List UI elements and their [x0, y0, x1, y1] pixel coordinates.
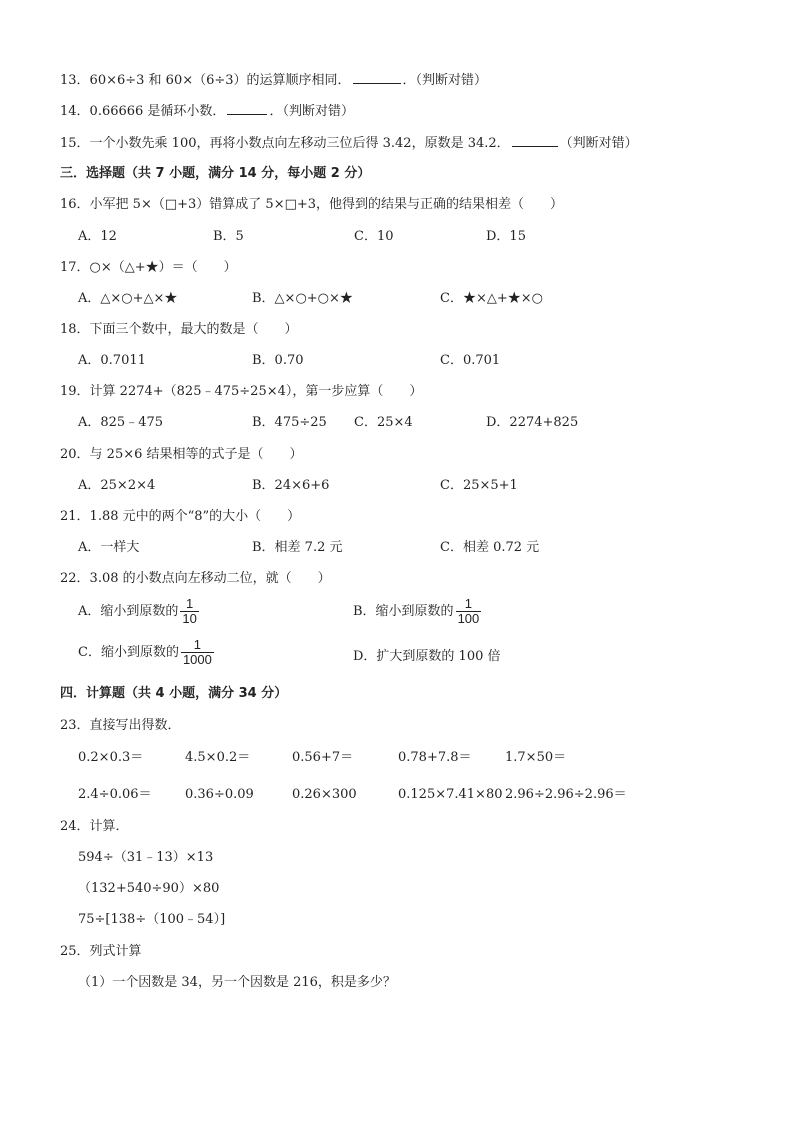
q23-item-7: 0.36÷0.09 — [185, 787, 254, 802]
fraction-numerator: 1 — [193, 637, 202, 652]
q21-option-c[interactable]: C．相差 0.72 元 — [440, 540, 540, 555]
question-14-text: 14．0.66666 是循环小数． — [60, 104, 226, 119]
q17-option-b[interactable]: B．△×○+○×★ — [252, 291, 353, 306]
q19-option-a[interactable]: A．825﹣475 — [78, 415, 164, 430]
q17-option-c[interactable]: C．★×△+★×○ — [440, 291, 543, 306]
q23-item-4: 0.78+7.8＝ — [398, 750, 472, 765]
q23-item-5: 1.7×50＝ — [505, 750, 567, 765]
fraction-1-10 — [180, 597, 198, 626]
question-16: 16．小军把 5×（□+3）错算成了 5×□+3，他得到的结果与正确的结果相差（ ） — [60, 197, 564, 212]
q18-option-a[interactable]: A．0.7011 — [78, 353, 146, 368]
q22-option-c[interactable] — [78, 638, 214, 667]
question-15-text: 15．一个小数先乘 100，再将小数点向左移动三位后得 3.42，原数是 34.2． — [60, 136, 510, 151]
q24-item-3: 75÷[138÷（100﹣54）] — [78, 912, 226, 927]
q22-option-d[interactable]: D．扩大到原数的 100 倍 — [353, 649, 501, 664]
q16-option-c[interactable]: C．10 — [354, 229, 394, 244]
q23-item-2: 4.5×0.2＝ — [185, 750, 251, 765]
q18-option-c[interactable]: C．0.701 — [440, 353, 501, 368]
q18-option-b[interactable]: B．0.70 — [252, 353, 304, 368]
q16-option-a[interactable]: A．12 — [78, 229, 117, 244]
q20-option-b[interactable]: B．24×6+6 — [252, 478, 330, 493]
q22-option-b[interactable] — [353, 597, 481, 626]
question-14 — [60, 102, 354, 121]
q23-item-6: 2.4÷0.06＝ — [78, 787, 152, 802]
question-20: 20．与 25×6 结果相等的式子是（ ） — [60, 447, 303, 462]
q16-option-d[interactable]: D．15 — [486, 229, 526, 244]
question-13-tail: ．（判断对错） — [402, 73, 488, 88]
fraction-1-100 — [456, 597, 482, 626]
q24-item-1: 594÷（31﹣13）×13 — [78, 850, 214, 865]
fraction-1-1000 — [181, 638, 214, 667]
answer-blank-14[interactable] — [227, 102, 267, 115]
question-14-tail: ．（判断对错） — [269, 104, 354, 119]
q19-option-d[interactable]: D．2274+825 — [486, 415, 579, 430]
question-21: 21．1.88 元中的两个“8”的大小（ ） — [60, 509, 301, 524]
q17-option-a[interactable]: A．△×○+△×★ — [78, 291, 178, 306]
question-22: 22．3.08 的小数点向左移动二位，就（ ） — [60, 571, 331, 586]
question-25: 25．列式计算 — [60, 944, 142, 959]
question-19: 19．计算 2274+（825﹣475÷25×4），第一步应算（ ） — [60, 384, 423, 399]
q19-option-b[interactable]: B．475÷25 — [252, 415, 327, 430]
section-4-heading: 四．计算题（共 4 小题，满分 34 分） — [60, 686, 288, 701]
q22-option-b-prefix: B．缩小到原数的 — [353, 604, 454, 619]
q23-item-1: 0.2×0.3＝ — [78, 750, 144, 765]
q24-item-2: （132+540÷90）×80 — [78, 881, 220, 896]
question-13 — [60, 71, 487, 90]
q22-option-a-prefix: A．缩小到原数的 — [78, 604, 179, 619]
fraction-denominator: 100 — [457, 611, 480, 626]
q16-option-b[interactable]: B．5 — [213, 229, 244, 244]
q20-option-c[interactable]: C．25×5+1 — [440, 478, 518, 493]
q23-item-10: 2.96÷2.96÷2.96＝ — [505, 787, 627, 802]
q19-option-c[interactable]: C．25×4 — [354, 415, 413, 430]
answer-blank-13[interactable] — [353, 71, 401, 84]
q21-option-a[interactable]: A．一样大 — [78, 540, 140, 555]
fraction-denominator: 1000 — [182, 652, 212, 667]
q23-item-9: 0.125×7.41×80 — [398, 787, 503, 802]
question-13-text: 13．60×6÷3 和 60×（6÷3）的运算顺序相同． — [60, 73, 351, 88]
question-23: 23．直接写出得数． — [60, 718, 181, 733]
q20-option-a[interactable]: A．25×2×4 — [78, 478, 156, 493]
q22-option-c-prefix: C．缩小到原数的 — [78, 645, 179, 660]
section-3-heading: 三．选择题（共 7 小题，满分 14 分，每小题 2 分） — [60, 166, 371, 181]
answer-blank-15[interactable] — [512, 134, 558, 147]
question-24: 24．计算． — [60, 819, 129, 834]
question-18: 18．下面三个数中，最大的数是（ ） — [60, 322, 298, 337]
q22-option-a[interactable] — [78, 597, 199, 626]
question-17: 17．○×（△+★）＝（ ） — [60, 260, 237, 275]
question-15 — [60, 134, 638, 153]
q23-item-8: 0.26×300 — [292, 787, 357, 802]
fraction-numerator: 1 — [186, 596, 194, 611]
q21-option-b[interactable]: B．相差 7.2 元 — [252, 540, 343, 555]
q23-item-3: 0.56+7＝ — [292, 750, 354, 765]
fraction-denominator: 10 — [182, 611, 197, 626]
q25-item-1: （1）一个因数是 34，另一个因数是 216，积是多少？ — [78, 975, 396, 990]
fraction-numerator: 1 — [464, 596, 473, 611]
question-15-tail: （判断对错） — [559, 136, 638, 151]
